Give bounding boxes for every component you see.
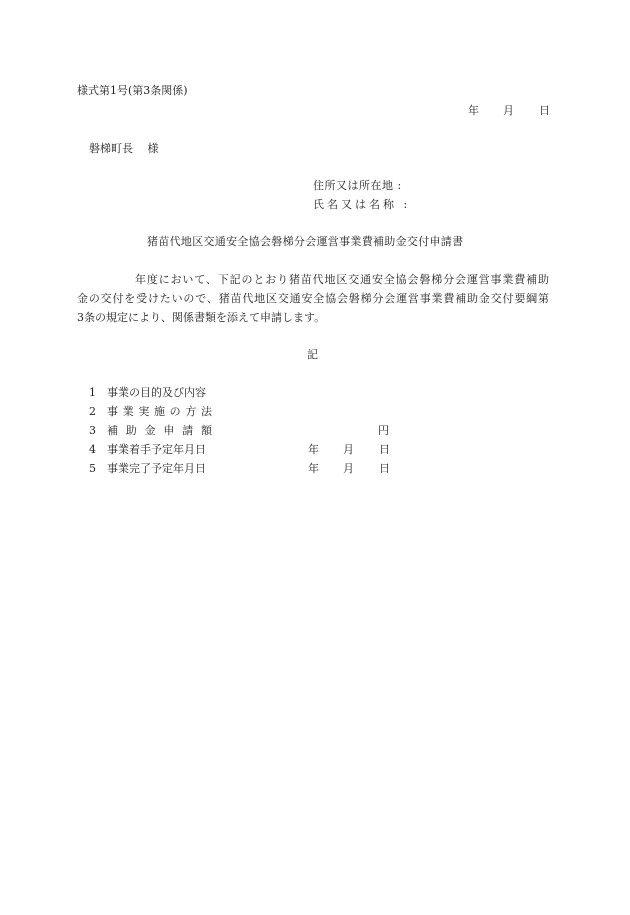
list-item [0, 386, 630, 400]
list-item [0, 443, 630, 457]
item-number: 5 [89, 462, 96, 475]
item-day-label: 日 [379, 462, 390, 475]
addressee: 磐梯町長 様 [89, 142, 159, 155]
date-year-label: 年 [468, 104, 479, 117]
yen-unit: 円 [378, 424, 389, 437]
item-label: 事業実施の方法 [107, 405, 212, 418]
item-year-label: 年 [308, 443, 319, 456]
item-day-label: 日 [379, 443, 390, 456]
applicant-address-label: 住所又は所在地 : [313, 179, 402, 192]
item-month-label: 月 [343, 443, 354, 456]
item-label: 事業の目的及び内容 [107, 386, 206, 399]
item-number: 1 [89, 386, 96, 399]
body-text-line-3: 3条の規定により、関係書類を添えて申請します。 [77, 311, 326, 324]
applicant-name-label: 氏名又は名称 : [313, 198, 411, 211]
list-item [0, 462, 630, 476]
document-title: 猪苗代地区交通安全協会磐梯分会運営事業費補助金交付申請書 [147, 235, 464, 248]
list-item [0, 424, 630, 438]
item-number: 3 [89, 424, 96, 437]
item-year-label: 年 [308, 462, 319, 475]
item-label: 事業着手予定年月日 [107, 443, 206, 456]
body-text-line-2: 金の交付を受けたいので、猪苗代地区交通安全協会磐梯分会運営事業費補助金交付要綱第 [77, 292, 549, 305]
item-number: 4 [89, 443, 96, 456]
ki-heading: 記 [307, 348, 318, 361]
item-number: 2 [89, 405, 96, 418]
date-day-label: 日 [539, 104, 550, 117]
form-number: 様式第1号(第3条関係) [77, 84, 188, 97]
date-month-label: 月 [503, 104, 514, 117]
item-month-label: 月 [343, 462, 354, 475]
item-label: 事業完了予定年月日 [107, 462, 206, 475]
body-text-line-1: 年度において、下記のとおり猪苗代地区交通安全協会磐梯分会運営事業費補助 [135, 273, 549, 286]
item-label: 補助金申請額 [107, 424, 212, 437]
list-item [0, 405, 630, 419]
